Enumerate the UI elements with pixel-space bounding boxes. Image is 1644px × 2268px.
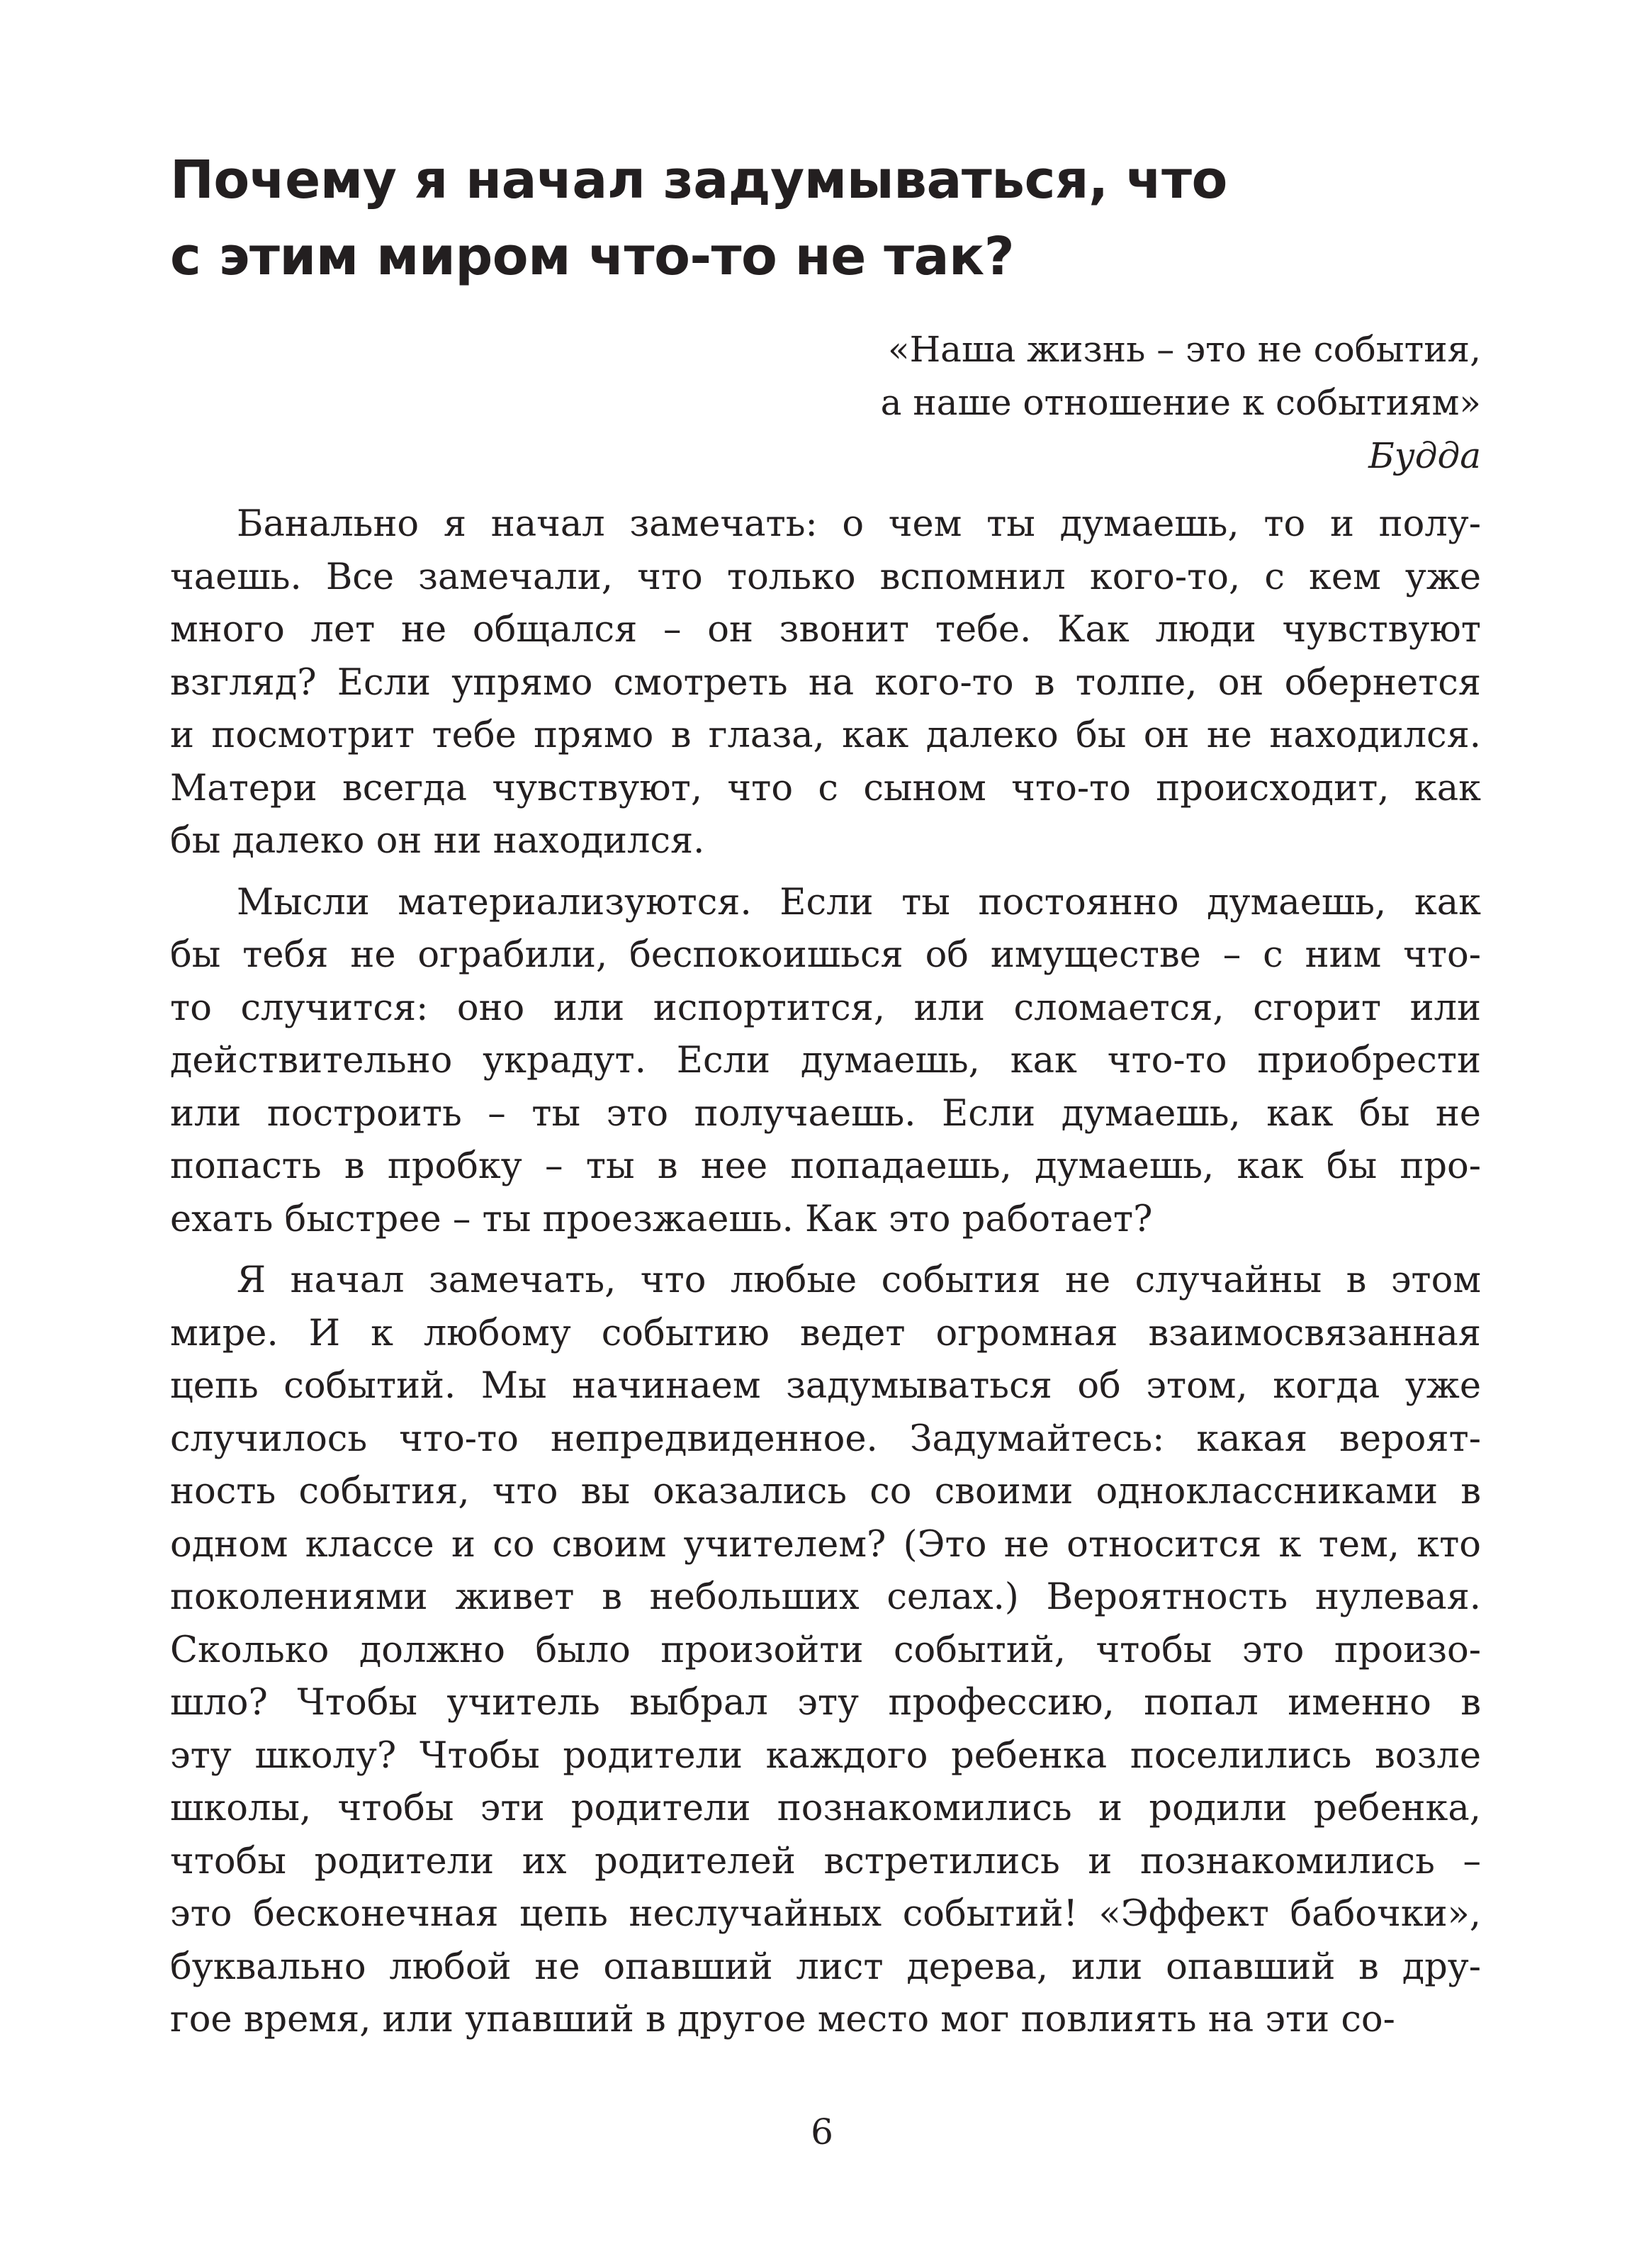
paragraph — [170, 877, 1481, 1247]
text-line: гое время, или упавший в другое место мог повлиять на эти со- — [170, 1999, 1395, 2040]
text-line: это бесконечная цепь неслучайных событий! «Эффект бабочки», — [170, 1893, 1481, 1935]
text-line: бы тебя не ограбили, беспокоишься об имуществе – с ним что- — [170, 934, 1481, 976]
heading-line-1: Почему я начал задумываться, что — [170, 150, 1227, 210]
text-line: много лет не общался – он звонит тебе. Как люди чувствуют — [170, 609, 1481, 651]
epigraph-author: Будда — [1368, 435, 1481, 476]
text-line: буквально любой не опавший лист дерева, или опавший в дру- — [170, 1946, 1481, 1988]
body-text — [170, 498, 1481, 2047]
text-line: школы, чтобы эти родители познакомились и родили ребенка, — [170, 1787, 1481, 1829]
text-line: шло? Чтобы учитель выбрал эту профессию, попал именно в — [170, 1682, 1481, 1724]
text-line: Сколько должно было произойти событий, чтобы это произо- — [170, 1629, 1481, 1671]
text-line: Банально я начал замечать: о чем ты думаешь, то и полу- — [237, 503, 1481, 545]
chapter-heading — [170, 142, 1481, 295]
text-line: Матери всегда чувствуют, что с сыном что-то происходит, как — [170, 767, 1481, 809]
book-page — [170, 142, 1481, 2055]
epigraph — [170, 323, 1481, 483]
epigraph-line-2: а наше отношение к событиям» — [880, 382, 1481, 423]
text-line: действительно украдут. Если думаешь, как что-то приобрести — [170, 1040, 1481, 1082]
page-number: 6 — [811, 2111, 833, 2152]
text-line: взгляд? Если упрямо смотреть на кого-то в толпе, он обернется — [170, 661, 1481, 704]
text-line: или построить – ты это получаешь. Если думаешь, как бы не — [170, 1092, 1481, 1135]
text-line: одном классе и со своим учителем? (Это не относится к тем, кто — [170, 1523, 1481, 1566]
text-line: то случится: оно или испортится, или сломается, сгорит или — [170, 987, 1481, 1029]
text-line: цепь событий. Мы начинаем задумываться об этом, когда уже — [170, 1365, 1481, 1407]
text-line: Мысли материализуются. Если ты постоянно думаешь, как — [237, 881, 1481, 924]
text-line: мире. И к любому событию ведет огромная взаимосвязанная — [170, 1312, 1481, 1354]
text-line: ехать быстрее – ты проезжаешь. Как это работает? — [170, 1198, 1153, 1240]
epigraph-line-1: «Наша жизнь – это не события, — [887, 329, 1481, 370]
text-line: ность события, что вы оказались со своими одноклассниками в — [170, 1471, 1481, 1512]
text-line: попасть в пробку – ты в нее попадаешь, думаешь, как бы про- — [170, 1145, 1481, 1187]
text-line: бы далеко он ни находился. — [170, 820, 705, 862]
text-line: поколениями живет в небольших селах.) Вероятность нулевая. — [170, 1576, 1481, 1618]
text-line: и посмотрит тебе прямо в глаза, как далеко бы он не находился. — [170, 714, 1481, 756]
text-line: чтобы родители их родителей встретились и познакомились – — [170, 1840, 1481, 1882]
paragraph — [170, 1254, 1481, 2047]
text-line: чаешь. Все замечали, что только вспомнил кого-то, с кем уже — [170, 556, 1481, 598]
heading-line-2: с этим миром что-то не так? — [170, 226, 1015, 287]
text-line: эту школу? Чтобы родители каждого ребенка поселились возле — [170, 1734, 1481, 1777]
text-line: Я начал замечать, что любые события не случайны в этом — [237, 1259, 1481, 1301]
paragraph — [170, 498, 1481, 868]
text-line: случилось что-то непредвиденное. Задумайтесь: какая вероят- — [170, 1418, 1481, 1460]
